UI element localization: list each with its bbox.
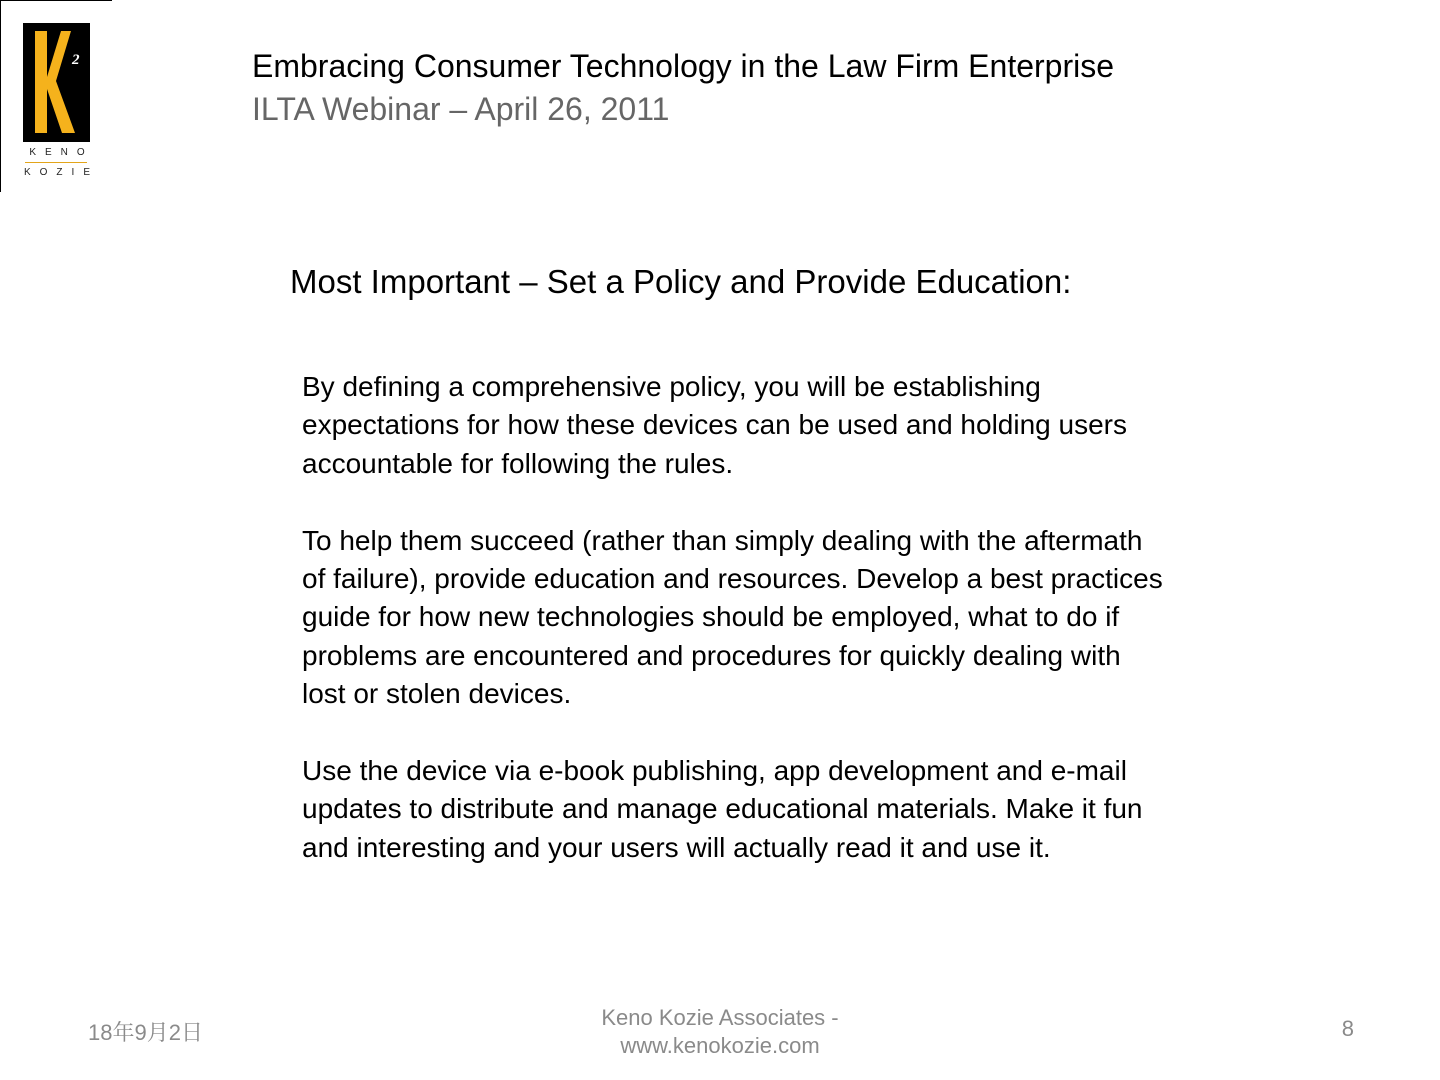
body-paragraph-1: By defining a comprehensive policy, you will be establishing expectations for how these devices can be used and holding users accountable for following the rules. <box>302 371 1127 479</box>
body-paragraph-3: Use the device via e-book publishing, app development and e-mail updates to distribute and manage educational materials. Make it fun and interesting and your users will actually read it and use it. <box>302 755 1143 863</box>
logo <box>0 0 112 192</box>
body-paragraph-2: To help them succeed (rather than simply dealing with the aftermath of failure), provide education and resources. Develop a best practices guide for how new technologies should be employed, what to do if problems are encountered and procedures for quickly dealing with lost or stolen devices. <box>302 524 1163 710</box>
page-number: 8 <box>1341 1016 1354 1041</box>
footer-company-name: Keno Kozie Associates - <box>601 1005 839 1030</box>
footer-date: 18年9月2日 <box>88 1020 203 1045</box>
logo-name-line-1: KENO <box>29 147 94 158</box>
logo-divider <box>25 162 87 163</box>
slide-body <box>302 368 1172 867</box>
footer-company <box>520 1004 920 1060</box>
svg-text:2: 2 <box>72 52 80 68</box>
presentation-subtitle: ILTA Webinar – April 26, 2011 <box>252 91 670 127</box>
logo-name-line-2: KOZIE <box>23 167 99 178</box>
logo-mark-icon <box>23 23 90 142</box>
presentation-title: Embracing Consumer Technology in the Law Firm Enterprise <box>252 48 1115 84</box>
slide-heading: Most Important – Set a Policy and Provide Education: <box>290 263 1072 300</box>
footer-company-website: www.kenokozie.com <box>620 1033 820 1058</box>
